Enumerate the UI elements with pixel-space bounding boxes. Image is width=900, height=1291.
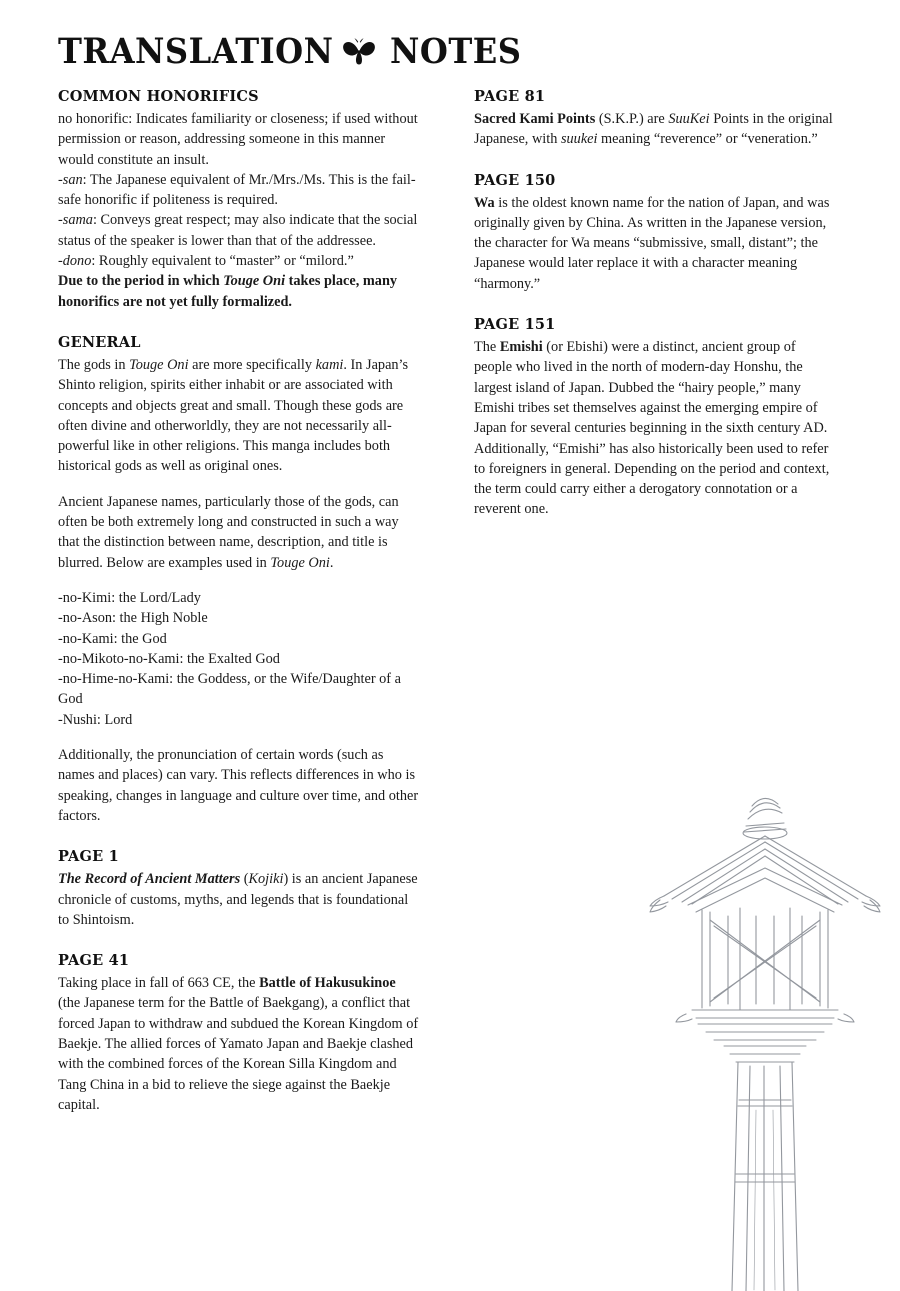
paragraph-honorifics-note: Due to the period in which Touge Oni takes place, many honorifics are not yet fully formalized. bbox=[58, 273, 398, 310]
heading-general: GENERAL bbox=[58, 333, 141, 351]
page-title bbox=[58, 31, 522, 72]
list-item: -no-Kimi: the Lord/Lady bbox=[58, 589, 201, 606]
paragraph-dono: -dono: Roughly equivalent to “master” or “milord.” bbox=[58, 253, 354, 270]
heading-page-81: PAGE 81 bbox=[474, 88, 546, 105]
paragraph-san: -san: The Japanese equivalent of Mr./Mrs./Ms. This is the fail-safe honorific if politeness is required. bbox=[58, 171, 416, 209]
list-item: -no-Kami: the God bbox=[58, 630, 167, 647]
heading-page-41: PAGE 41 bbox=[58, 952, 130, 970]
paragraph-no-honorific: no honorific: Indicates familiarity or closeness; if used without permission or reason, addressing someone in this manner would constitute an insult. bbox=[58, 111, 418, 168]
paragraph-hakusukinoe: Taking place in fall of 663 CE, the Battle of Hakusukinoe (the Japanese term for the Battle of Baekgang), a conflict that forced Japan to withdraw and subdued the Korean Kingdom of Baekje. The allied forces of Yamato Japan and Baekje clashed with the combined forces of the Korean Silla Kingdom and Tang China in a bid to relieve the siege against the Baekje capital. bbox=[58, 975, 419, 1113]
title-left-word: TRANSLATION bbox=[58, 31, 334, 72]
list-item: -no-Hime-no-Kami: the Goddess, or the Wife/Daughter of a God bbox=[58, 671, 401, 708]
right-text-column bbox=[474, 88, 836, 520]
paragraph-wa: Wa is the oldest known name for the nation of Japan, and was originally given by China. As written in the Japanese version, the character for Wa means “submissive, small, distant”; the Japanese would later replace it with a character meaning “harmony.” bbox=[474, 194, 830, 292]
heading-common-honorifics: COMMON HONORIFICS bbox=[58, 88, 259, 105]
name-suffix-list bbox=[58, 588, 420, 730]
paragraph-sama: -sama: Conveys great respect; may also indicate that the social status of the speaker is lower than that of the addressee. bbox=[58, 212, 418, 249]
torii-lantern-illustration bbox=[640, 770, 890, 1291]
heading-page-151: PAGE 151 bbox=[474, 316, 556, 334]
title-right-word: NOTES bbox=[390, 31, 522, 72]
list-item: -no-Mikoto-no-Kami: the Exalted God bbox=[58, 650, 280, 667]
paragraph-emishi: The Emishi (or Ebishi) were a distinct, ancient group of people who lived in the north of modern-day Honshu, the largest island of Japan. Dubbed the “hairy people,” many Emishi tribes set themselves against the emerging empire of Japan for several centuries beginning in the sixth century AD. Additionally, “Emishi” has also historically been used to refer to foreigners in general. Depending on the period and context, the term could carry either a derogatory connotation or a reverent one. bbox=[474, 339, 830, 518]
list-item: -Nushi: Lord bbox=[58, 711, 133, 728]
heading-page-1: PAGE 1 bbox=[58, 848, 119, 866]
list-item: -no-Ason: the High Noble bbox=[58, 610, 208, 627]
paragraph-gods-kami: The gods in Touge Oni are more specifically kami. In Japan’s Shinto religion, spirits either inhabit or are associated with concepts and objects great and small. Though these gods are often divine and otherworldly, they are not necessarily all-powerful like in other religions. This manga includes both historical gods as well as original ones. bbox=[58, 356, 409, 475]
heading-page-150: PAGE 150 bbox=[474, 171, 556, 189]
butterfly-ornament-icon bbox=[342, 38, 376, 66]
left-text-column bbox=[58, 88, 420, 1115]
paragraph-skp: Sacred Kami Points (S.K.P.) are SuuKei Points in the original Japanese, with suukei meaning “reverence” or “veneration.” bbox=[474, 111, 833, 148]
paragraph-pronunciation: Additionally, the pronunciation of certain words (such as names and places) can vary. This reflects differences in who is speaking, changes in language and culture over time, and other factors. bbox=[58, 747, 419, 824]
paragraph-ancient-names: Ancient Japanese names, particularly those of the gods, can often be both extremely long and constructed in such a way that the distinction between name, description, and title is blurred. Below are examples used in Touge Oni. bbox=[58, 493, 399, 571]
paragraph-kojiki: The Record of Ancient Matters (Kojiki) is an ancient Japanese chronicle of customs, myths, and legends that is foundational to Shintoism. bbox=[58, 871, 418, 928]
